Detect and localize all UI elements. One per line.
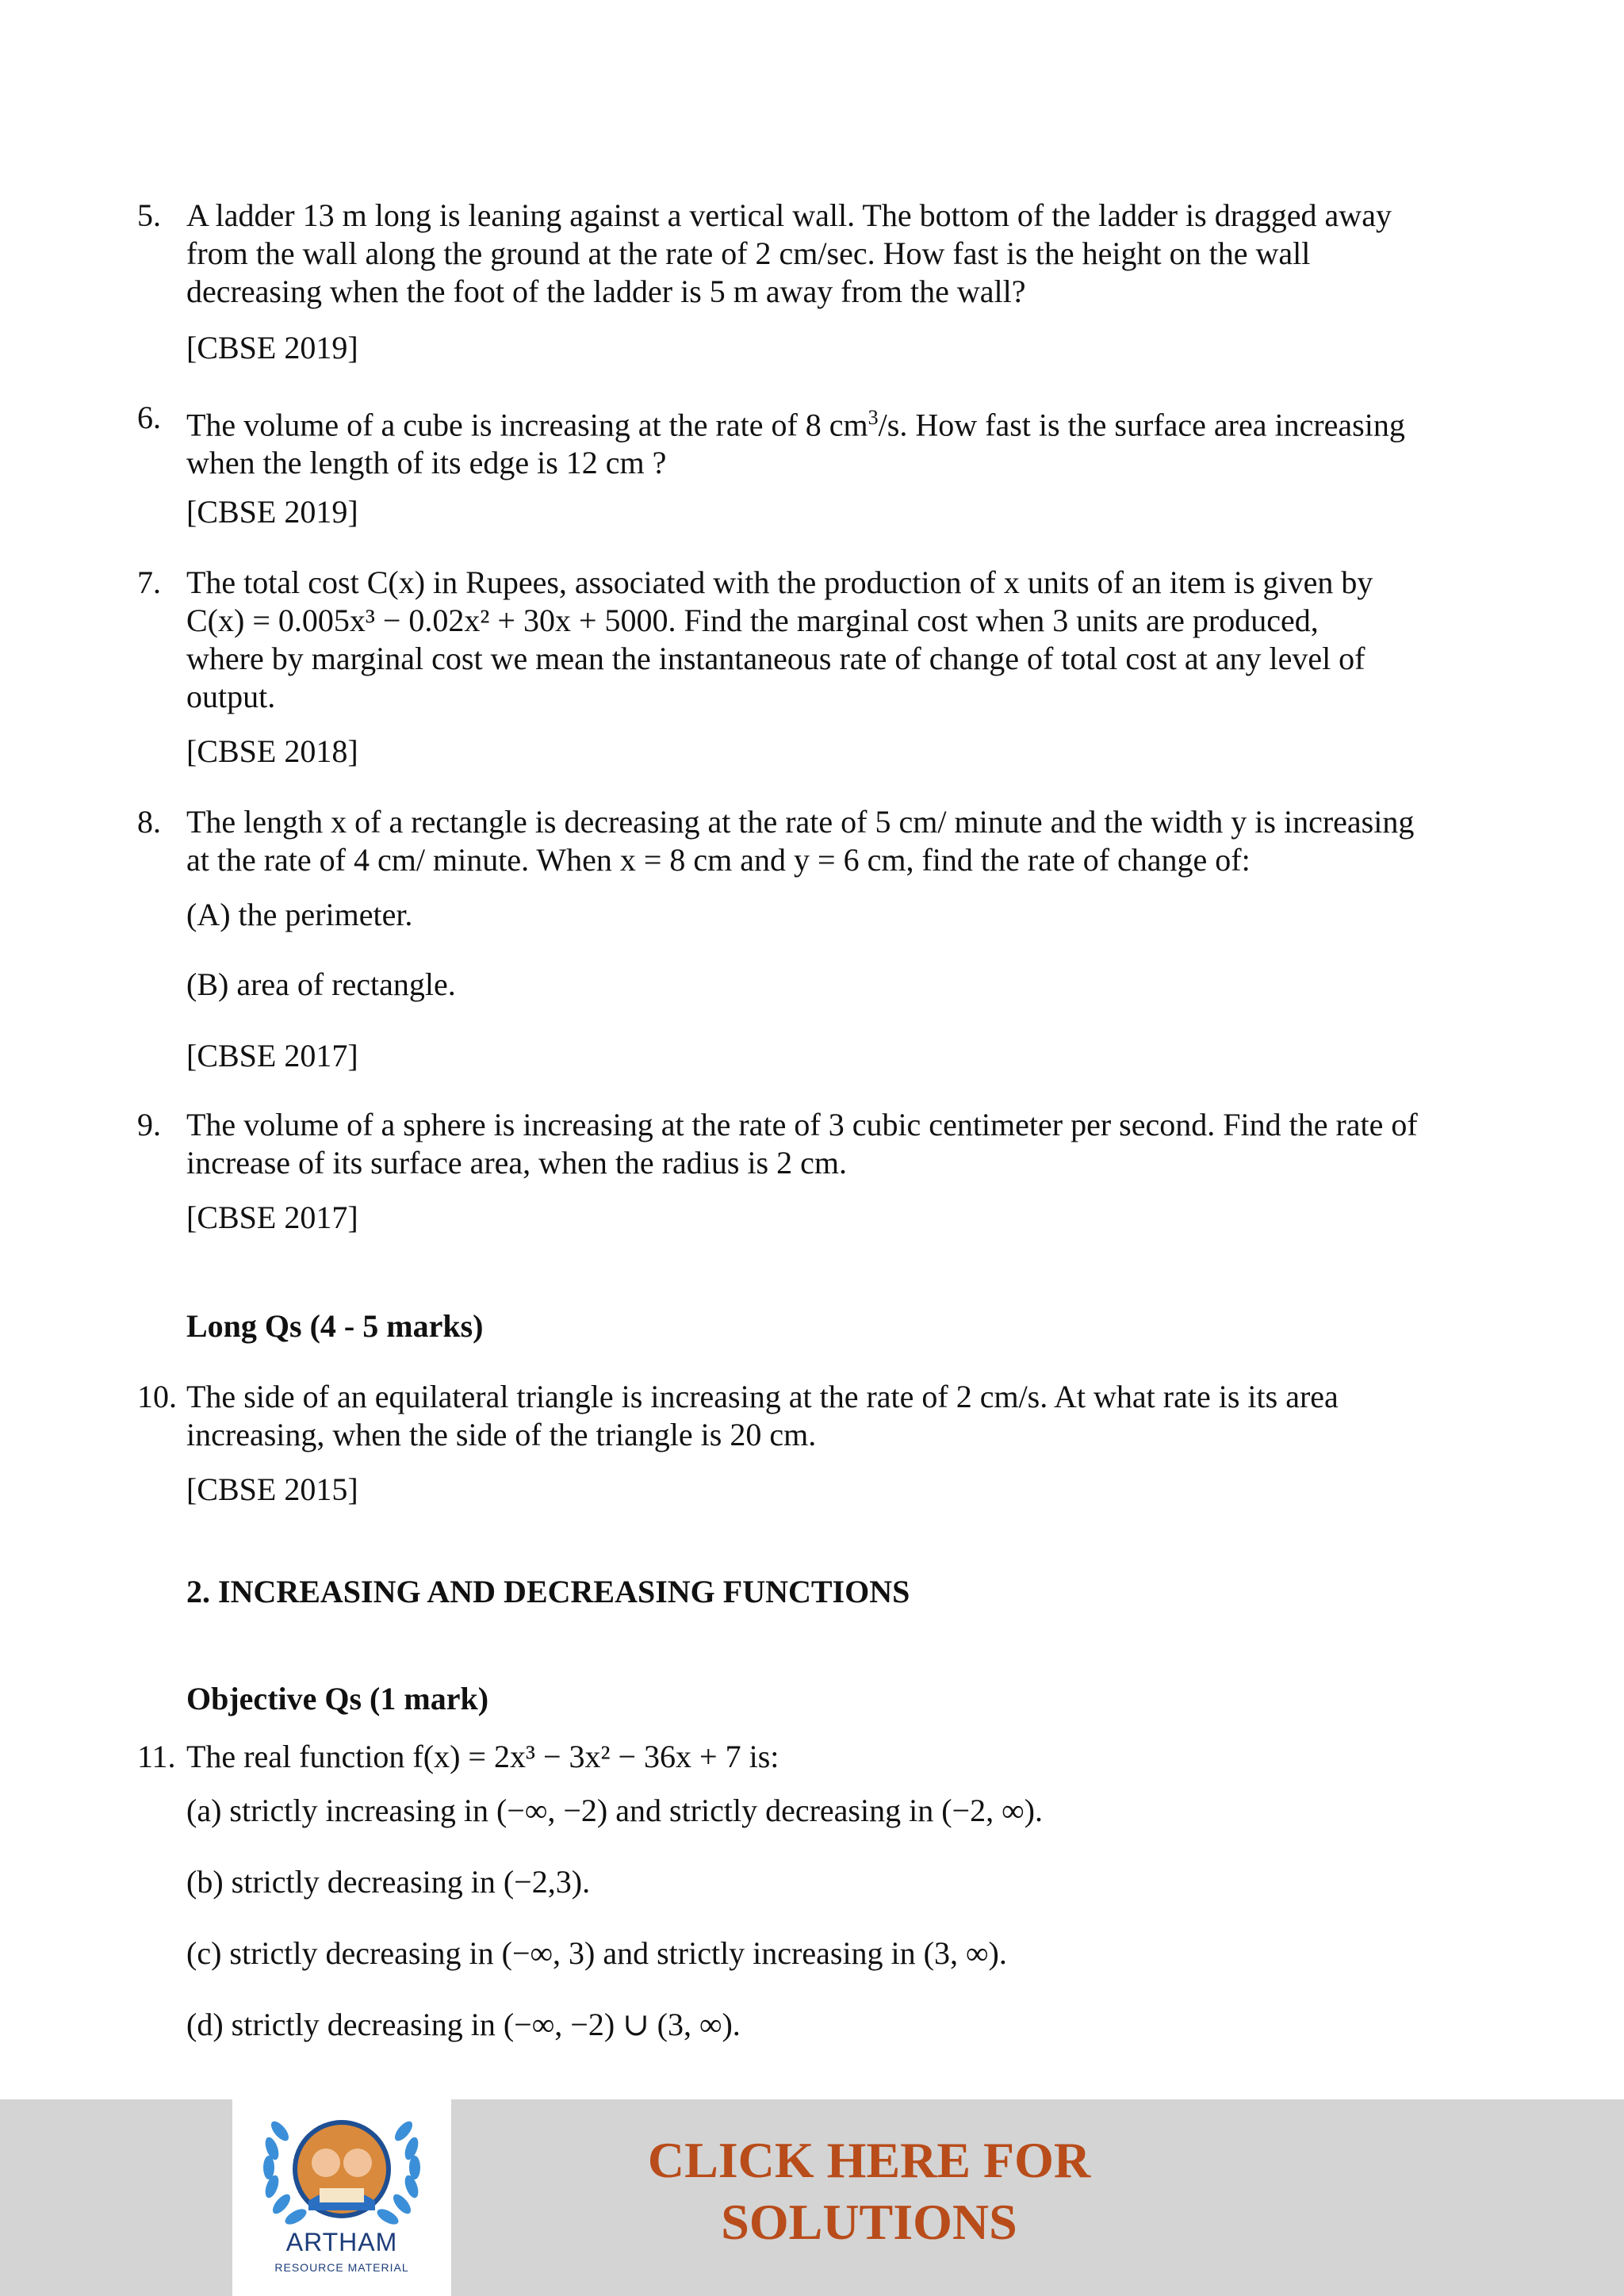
question-number: 9.	[137, 1107, 161, 1142]
question-8	[137, 803, 1487, 879]
question-text-line: output.	[186, 679, 276, 714]
question-text-line: The total cost C(x) in Rupees, associated with the production of x units of an item is given by	[186, 564, 1373, 600]
option-a: (A) the perimeter.	[186, 897, 413, 932]
option-b: (B) area of rectangle.	[186, 966, 456, 1002]
option-c: (c) strictly decreasing in (−∞, 3) and strictly increasing in (3, ∞).	[186, 1935, 1007, 1971]
question-text-line: A ladder 13 m long is leaning against a vertical wall. The bottom of the ladder is dragged away	[186, 197, 1392, 233]
question-source: [CBSE 2017]	[186, 1038, 358, 1073]
question-text-line: at the rate of 4 cm/ minute. When x = 8 cm and y = 6 cm, find the rate of change of:	[186, 842, 1251, 878]
section-heading: 2. INCREASING AND DECREASING FUNCTIONS	[186, 1574, 910, 1609]
question-text-line: where by marginal cost we mean the instantaneous rate of change of total cost at any level of	[186, 641, 1365, 676]
question-text-line: increasing, when the side of the triangle is 20 cm.	[186, 1417, 817, 1452]
solutions-link[interactable]	[603, 2130, 1136, 2253]
cta-line-2: SOLUTIONS	[721, 2194, 1017, 2250]
option-d: (d) strictly decreasing in (−∞, −2) ∪ (3, ∞).	[186, 2007, 741, 2042]
question-text-line: C(x) = 0.005x³ − 0.02x² + 30x + 5000. Find the marginal cost when 3 units are produced,	[186, 603, 1319, 638]
question-source: [CBSE 2019]	[186, 330, 358, 365]
question-7	[137, 564, 1487, 716]
question-number: 11.	[137, 1739, 176, 1774]
option-a: (a) strictly increasing in (−∞, −2) and strictly decreasing in (−2, ∞).	[186, 1793, 1043, 1828]
footer-banner	[0, 2099, 1624, 2296]
question-text-line: from the wall along the ground at the rate of 2 cm/sec. How fast is the height on the wall	[186, 235, 1311, 271]
question-text-line	[186, 399, 1487, 444]
question-10	[137, 1378, 1487, 1454]
question-number: 5.	[137, 197, 161, 233]
question-text-line: when the length of its edge is 12 cm ?	[186, 445, 667, 481]
superscript: 3	[868, 406, 879, 429]
question-text-line: increase of its surface area, when the radius is 2 cm.	[186, 1145, 847, 1181]
question-number: 7.	[137, 564, 161, 600]
logo-name: ARTHAM	[285, 2228, 398, 2256]
question-text-part: The volume of a cube is increasing at the rate of 8 cm	[186, 407, 868, 443]
laurel-wreath-icon	[232, 2099, 451, 2234]
cta-line-1: CLICK HERE FOR	[647, 2132, 1091, 2188]
question-text-part: /s. How fast is the surface area increasing	[878, 407, 1405, 443]
long-questions-heading: Long Qs (4 - 5 marks)	[186, 1308, 484, 1344]
question-text-line: The side of an equilateral triangle is increasing at the rate of 2 cm/s. At what rate is its area	[186, 1379, 1339, 1414]
question-source: [CBSE 2017]	[186, 1200, 358, 1235]
logo-tagline: RESOURCE MATERIAL	[274, 2261, 409, 2274]
question-9	[137, 1106, 1487, 1182]
question-text-line: decreasing when the foot of the ladder is 5 m away from the wall?	[186, 274, 1026, 309]
question-source: [CBSE 2015]	[186, 1471, 358, 1507]
question-5	[137, 197, 1487, 311]
artham-logo[interactable]	[232, 2099, 451, 2296]
question-source: [CBSE 2019]	[186, 494, 358, 530]
question-number: 8.	[137, 804, 161, 840]
question-6	[137, 399, 1487, 482]
question-number: 10.	[137, 1379, 177, 1414]
question-source: [CBSE 2018]	[186, 733, 358, 769]
option-b: (b) strictly decreasing in (−2,3).	[186, 1864, 591, 1900]
question-text-line: The length x of a rectangle is decreasing at the rate of 5 cm/ minute and the width y is increasing	[186, 804, 1415, 840]
question-text-line: The volume of a sphere is increasing at the rate of 3 cubic centimeter per second. Find the rate of	[186, 1107, 1418, 1142]
question-text-line: The real function f(x) = 2x³ − 3x² − 36x + 7 is:	[186, 1739, 779, 1774]
objective-questions-heading: Objective Qs (1 mark)	[186, 1681, 489, 1716]
question-11	[137, 1738, 1487, 1776]
question-number: 6.	[137, 400, 161, 435]
